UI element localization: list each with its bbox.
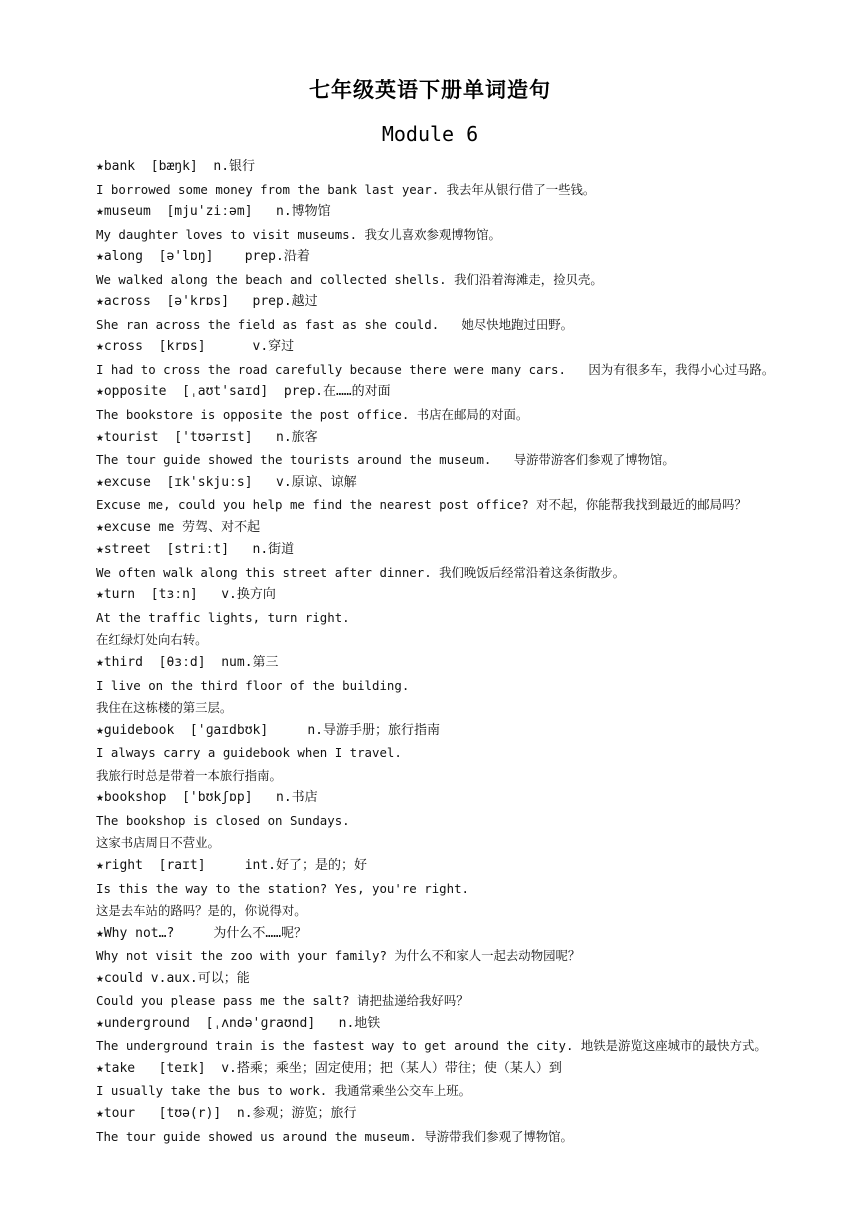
vocab-entry: ★cross [krɒs] v.穿过	[96, 339, 295, 355]
example-sentence: The tour guide showed us around the museum. 导游带我们参观了博物馆。	[96, 1128, 573, 1144]
example-sentence: Why not visit the zoo with your family? 为什么不和家人一起去动物园呢？	[96, 948, 581, 964]
example-sentence: 我住在这栋楼的第三层。	[96, 700, 233, 716]
vocab-entry: ★bookshop ['bʊkʃɒp] n.书店	[96, 790, 318, 806]
vocab-entry: ★excuse me 劳驾、对不起	[96, 519, 261, 535]
vocab-entry: ★third [θɜːd] num.第三	[96, 655, 279, 671]
example-sentence: She ran across the field as fast as she could. 她尽快地跑过田野。	[96, 316, 574, 332]
example-sentence: I had to cross the road carefully because there were many cars. 因为有很多车，我得小心过马路。	[96, 361, 775, 377]
example-sentence: 在红绿灯处向右转。	[96, 632, 208, 648]
example-sentence: At the traffic lights, turn right.	[96, 609, 350, 625]
vocab-entry: ★opposite [ˌaʊt'saɪd] prep.在……的对面	[96, 384, 391, 400]
vocab-entry: ★along [ə'lɒŋ] prep.沿着	[96, 249, 310, 265]
example-sentence: We walked along the beach and collected shells. 我们沿着海滩走，捡贝壳。	[96, 271, 603, 287]
example-sentence: The bookshop is closed on Sundays.	[96, 812, 350, 828]
vocab-entry: ★underground [ˌʌndə'ɡraʊnd] n.地铁	[96, 1015, 381, 1031]
vocab-entry: ★bank [bæŋk] n.银行	[96, 159, 256, 174]
example-sentence: We often walk along this street after dinner. 我们晚饭后经常沿着这条街散步。	[96, 564, 626, 580]
example-sentence: The bookstore is opposite the post office. 书店在邮局的对面。	[96, 407, 529, 423]
example-sentence: My daughter loves to visit museums. 我女儿喜欢参观博物馆。	[96, 226, 501, 242]
example-sentence: I borrowed some money from the bank last year. 我去年从银行借了一些钱。	[96, 181, 596, 197]
example-sentence: 这是去车站的路吗？是的，你说得对。	[96, 903, 307, 919]
vocab-entry: ★museum [mju'ziːəm] n.博物馆	[96, 204, 331, 220]
vocabulary-list	[96, 156, 846, 1148]
example-sentence: I live on the third floor of the building.	[96, 677, 410, 693]
vocab-entry: ★street [striːt] n.街道	[96, 542, 295, 558]
example-sentence: I usually take the bus to work. 我通常乘坐公交车上班。	[96, 1083, 472, 1099]
vocab-entry: ★turn [tɜːn] v.换方向	[96, 587, 276, 603]
example-sentence: The underground train is the fastest way to get around the city. 地铁是游览这座城市的最快方式。	[96, 1038, 767, 1054]
vocab-entry: ★take [teɪk] v.搭乘；乘坐；固定使用；把（某人）带往；使（某人）到	[96, 1060, 562, 1076]
vocab-entry: ★across [ə'krɒs] prep.越过	[96, 294, 318, 310]
vocab-entry: ★tour [tʊə(r)] n.参观；游览；旅行	[96, 1105, 357, 1121]
vocab-entry: ★right [raɪt] int.好了；是的；好	[96, 857, 368, 873]
example-sentence: 我旅行时总是带着一本旅行指南。	[96, 767, 282, 783]
vocab-entry: ★tourist ['tʊərɪst] n.旅客	[96, 429, 318, 445]
page-title: 七年级英语下册单词造句	[309, 78, 551, 102]
module-heading: Module 6	[381, 122, 479, 146]
example-sentence: Excuse me, could you help me find the nearest post office? 对不起，你能帮我找到最近的邮局吗？	[96, 497, 747, 513]
example-sentence: I always carry a guidebook when I travel.	[96, 745, 402, 761]
vocab-entry: ★Why not…? 为什么不……呢？	[96, 925, 308, 941]
example-sentence: Is this the way to the station? Yes, you're right.	[96, 880, 469, 896]
example-sentence: 这家书店周日不营业。	[96, 835, 220, 851]
example-sentence: Could you please pass me the salt? 请把盐递给我好吗？	[96, 993, 469, 1009]
vocab-entry: ★guidebook ['ɡaɪdbʊk] n.导游手册；旅行指南	[96, 722, 440, 738]
example-sentence: The tour guide showed the tourists around the museum. 导游带游客们参观了博物馆。	[96, 452, 675, 468]
vocab-entry: ★excuse [ɪk'skjuːs] v.原谅、谅解	[96, 474, 357, 490]
vocab-entry: ★could v.aux.可以；能	[96, 970, 250, 986]
